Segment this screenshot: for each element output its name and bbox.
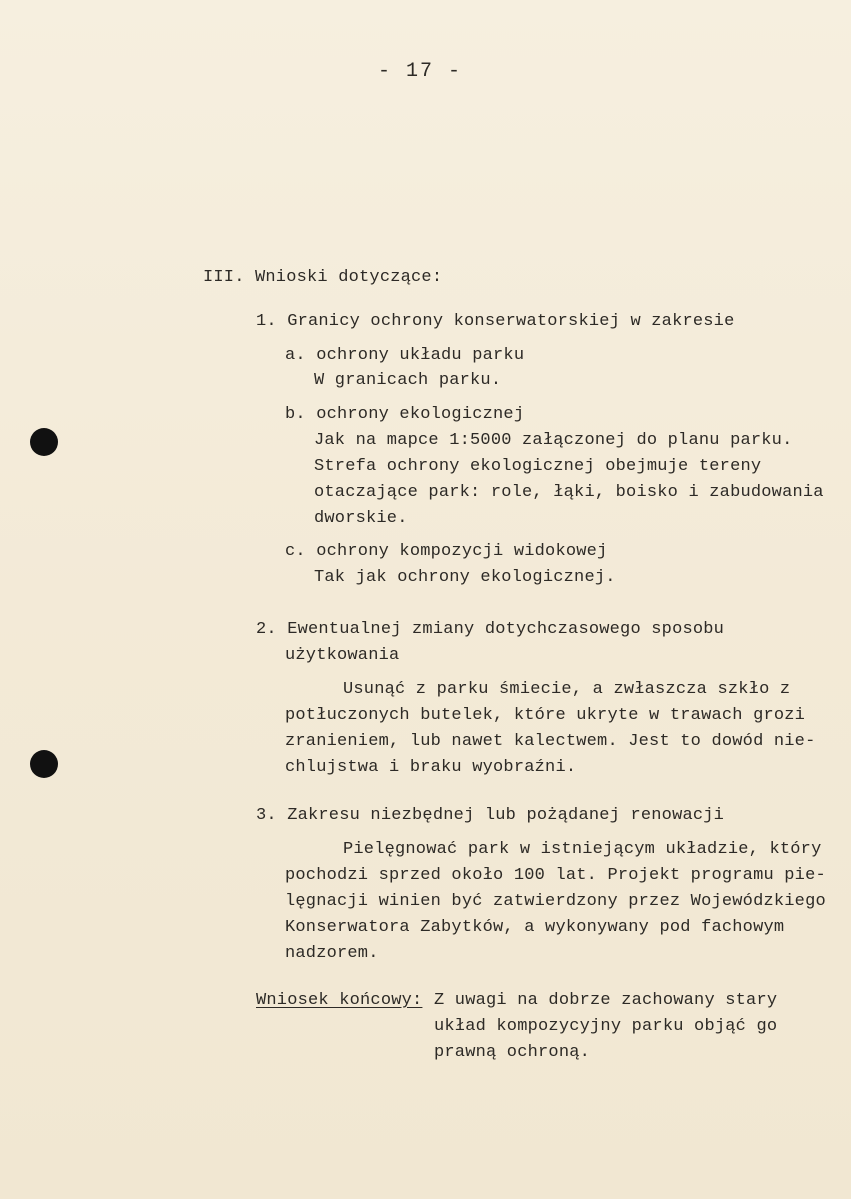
section-heading: III. Wnioski dotyczące: [203,268,443,287]
item1-c-title: c. ochrony kompozycji widokowej [285,542,608,561]
conclusion-line: Z uwagi na dobrze zachowany stary [434,991,778,1010]
item3-body-line: Konserwatora Zabytków, a wykonywany pod fachowym [285,918,785,937]
item1-b-line: Jak na mapce 1:5000 załączonej do planu parku. [314,431,793,450]
item2-title-line: użytkowania [285,646,400,665]
item1-title: 1. Granicy ochrony konserwatorskiej w zakresie [256,312,735,331]
item3-title: 3. Zakresu niezbędnej lub pożądanej renowacji [256,806,725,825]
punch-hole-bottom [30,750,58,778]
item3-body-line: Pielęgnować park w istniejącym układzie, który [343,840,822,859]
item1-b-line: dworskie. [314,509,408,528]
item1-a-text: W granicach parku. [314,371,502,390]
item1-b-line: Strefa ochrony ekologicznej obejmuje tereny [314,457,762,476]
conclusion-line: prawną ochroną. [434,1043,591,1062]
punch-hole-top [30,428,58,456]
item2-body-line: Usunąć z parku śmiecie, a zwłaszcza szkło z [343,680,791,699]
page-number: - 17 - [378,60,463,83]
conclusion-line: układ kompozycyjny parku objąć go [434,1017,778,1036]
item2-body-line: zranieniem, lub nawet kalectwem. Jest to dowód nie- [285,732,816,751]
item1-c-text: Tak jak ochrony ekologicznej. [314,568,616,587]
item2-title-line: 2. Ewentualnej zmiany dotychczasowego sposobu [256,620,725,639]
item3-body-line: nadzorem. [285,944,379,963]
item3-body-line: lęgnacji winien być zatwierdzony przez Wojewódzkiego [285,892,826,911]
item1-b-title: b. ochrony ekologicznej [285,405,525,424]
item3-body-line: pochodzi sprzed około 100 lat. Projekt programu pie- [285,866,826,885]
conclusion-label: Wniosek końcowy: [256,991,423,1010]
item2-body-line: chlujstwa i braku wyobraźni. [285,758,577,777]
item1-b-line: otaczające park: role, łąki, boisko i zabudowania [314,483,824,502]
item2-body-line: potłuczonych butelek, które ukryte w trawach grozi [285,706,806,725]
item1-a-title: a. ochrony układu parku [285,346,525,365]
